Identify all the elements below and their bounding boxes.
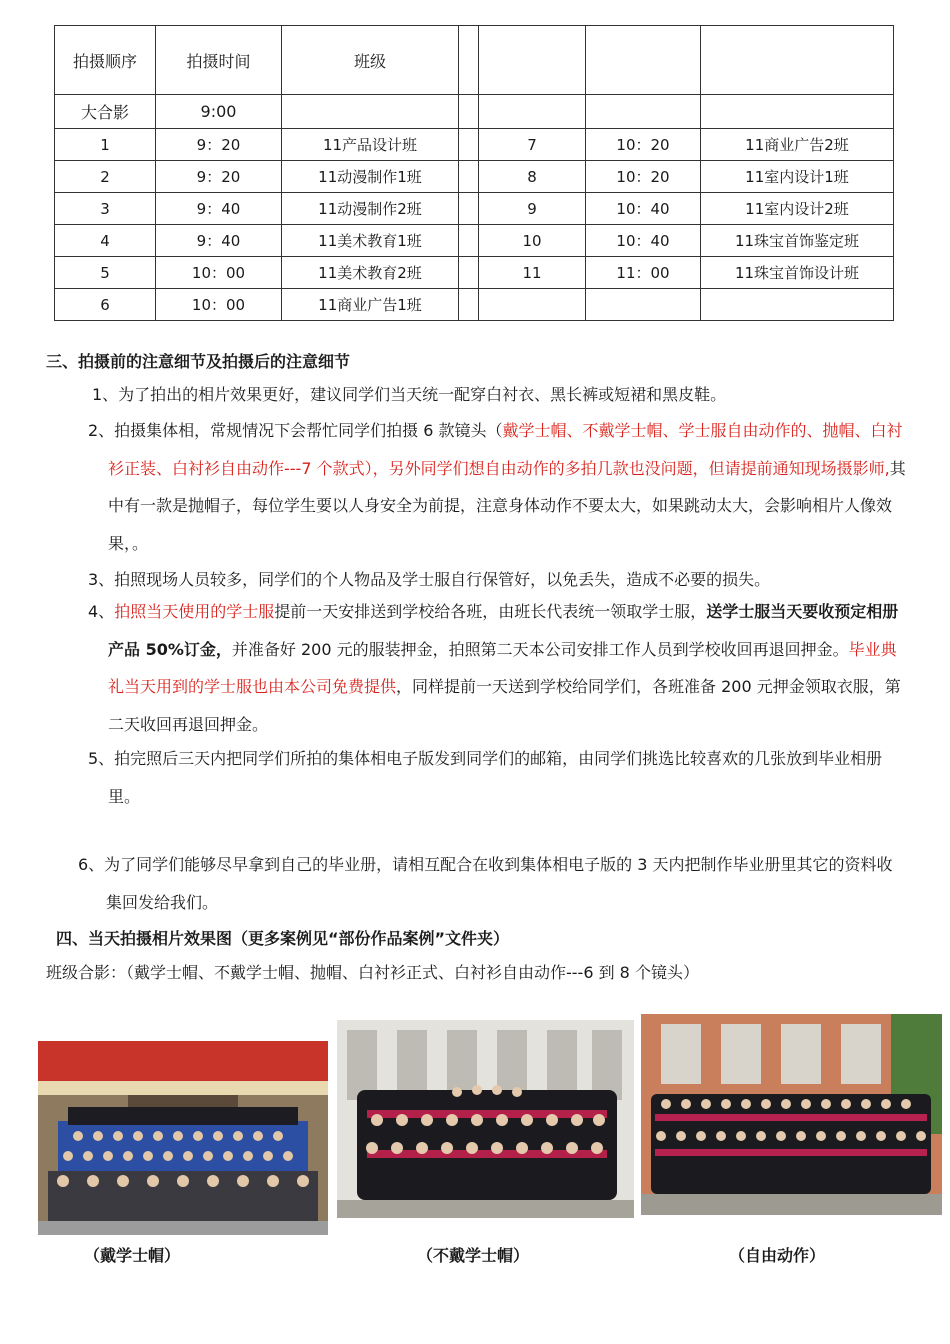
table-cell: 9：20	[156, 161, 282, 193]
table-cell: 11美术教育1班	[282, 225, 459, 257]
table-row	[55, 129, 894, 161]
table-cell	[701, 289, 894, 321]
table-row	[55, 95, 894, 129]
table-cell: 8	[479, 161, 586, 193]
item-4	[88, 593, 906, 743]
section4-title: 四、当天拍摄相片效果图（更多案例见“部份作品案例”文件夹）	[56, 929, 510, 948]
item-2-text-a: 2、拍摄集体相，常规情况下会帮忙同学们拍摄 6 款镜头（	[88, 421, 503, 440]
photo-without-caps	[337, 1020, 634, 1218]
header-order-2	[479, 26, 586, 95]
item-4-text-c: ，同样提前一天送到学校给同学们，各班准备 200 元押金领取衣服，第二天收回再退回押金。	[108, 677, 901, 734]
item-2-highlight: 戴学士帽、不戴学士帽、学士服自由动作的、抛帽、白衬衫正装、白衬衫自由动作---7 个款式），另外同学们想自由动作的多拍几款也没问题，但请提前通知现场摄影师,	[108, 421, 903, 478]
table-row	[55, 193, 894, 225]
table-cell: 11动漫制作1班	[282, 161, 459, 193]
table-cell	[586, 289, 701, 321]
table-cell: 9：40	[156, 225, 282, 257]
table-cell: 11珠宝首饰鉴定班	[701, 225, 894, 257]
item-4-number: 4、	[88, 602, 115, 621]
table-cell: 11室内设计1班	[701, 161, 894, 193]
item-4-highlight-1: 拍照当天使用的学士服	[114, 602, 275, 621]
table-cell: 10：00	[156, 257, 282, 289]
group-photo-time: 9:00	[156, 95, 282, 129]
table-cell: 11动漫制作2班	[282, 193, 459, 225]
item-4-text-a: 提前一天安排送到学校给各班，由班长代表统一领取学士服，	[274, 602, 707, 621]
table-cell: 3	[55, 193, 156, 225]
table-cell: 10：20	[586, 161, 701, 193]
table-cell: 10	[479, 225, 586, 257]
section4-subtitle: 班级合影：（戴学士帽、不戴学士帽、抛帽、白衬衫正式、白衬衫自由动作---6 到 8 个镜头）	[46, 963, 699, 982]
table-cell: 10：40	[586, 193, 701, 225]
item-4-bold: 送学士服当天要收预定相册产品 50%订金，	[108, 602, 899, 659]
photo-with-caps-image	[38, 1041, 328, 1235]
table-cell: 9：20	[156, 129, 282, 161]
header-class: 班级	[282, 26, 459, 95]
table-row	[55, 257, 894, 289]
item-2-text-b: 其中有一款是抛帽子，每位学生要以人身安全为前提，注意身体动作不要太大，如果跳动太大，会影响相片人像效果，。	[108, 458, 906, 553]
item-4-text-b: 并准备好 200 元的服装押金，拍照第二天本公司安排工作人员到学校收回再退回押金。	[231, 639, 849, 659]
table-cell: 9	[479, 193, 586, 225]
table-cell: 11产品设计班	[282, 129, 459, 161]
table-cell: 11	[479, 257, 586, 289]
table-row	[55, 289, 894, 321]
table-cell: 5	[55, 257, 156, 289]
caption-with-caps: （戴学士帽）	[84, 1246, 181, 1265]
photo-free-pose	[641, 1014, 942, 1215]
header-time: 拍摄时间	[156, 26, 282, 95]
table-cell: 11美术教育2班	[282, 257, 459, 289]
schedule-table	[54, 25, 894, 321]
table-cell: 11：00	[586, 257, 701, 289]
table-cell: 4	[55, 225, 156, 257]
table-cell: 2	[55, 161, 156, 193]
table-cell: 1	[55, 129, 156, 161]
table-cell	[479, 289, 586, 321]
table-row	[55, 161, 894, 193]
table-header-row	[55, 26, 894, 95]
table-cell: 10：20	[586, 129, 701, 161]
table-cell: 11珠宝首饰设计班	[701, 257, 894, 289]
header-time-2	[586, 26, 701, 95]
table-cell: 6	[55, 289, 156, 321]
photo-without-caps-image	[337, 1020, 634, 1218]
table-cell: 11商业广告1班	[282, 289, 459, 321]
item-4-highlight-2: 毕业典礼当天用到的学士服也由本公司免费提供	[108, 639, 897, 696]
header-order: 拍摄顺序	[55, 26, 156, 95]
table-cell: 10：00	[156, 289, 282, 321]
item-3: 3、拍照现场人员较多，同学们的个人物品及学士服自行保管好，以免丢失，造成不必要的损失。	[88, 570, 771, 589]
table-cell: 10：40	[586, 225, 701, 257]
table-cell: 7	[479, 129, 586, 161]
table-cell: 11商业广告2班	[701, 129, 894, 161]
group-photo-label: 大合影	[55, 95, 156, 129]
header-gap	[459, 26, 479, 95]
caption-free-pose: （自由动作）	[729, 1246, 826, 1265]
item-2	[88, 412, 906, 562]
section3-title: 三、拍摄前的注意细节及拍摄后的注意细节	[46, 352, 351, 371]
item-5: 5、拍完照后三天内把同学们所拍的集体相电子版发到同学们的邮箱，由同学们挑选比较喜欢的几张放到毕业相册里。	[88, 749, 883, 806]
item-1: 1、为了拍出的相片效果更好，建议同学们当天统一配穿白衬衣、黑长裤或短裙和黑皮鞋。	[92, 385, 727, 404]
table-row	[55, 225, 894, 257]
table-cell: 11室内设计2班	[701, 193, 894, 225]
item-6: 6、为了同学们能够尽早拿到自己的毕业册，请相互配合在收到集体相电子版的 3 天内把制作毕业册里其它的资料收集回发给我们。	[78, 855, 893, 912]
photo-free-pose-image	[641, 1014, 942, 1215]
table-cell: 9：40	[156, 193, 282, 225]
caption-without-caps: （不戴学士帽）	[417, 1246, 530, 1265]
photo-with-caps	[38, 1041, 328, 1235]
header-class-2	[701, 26, 894, 95]
